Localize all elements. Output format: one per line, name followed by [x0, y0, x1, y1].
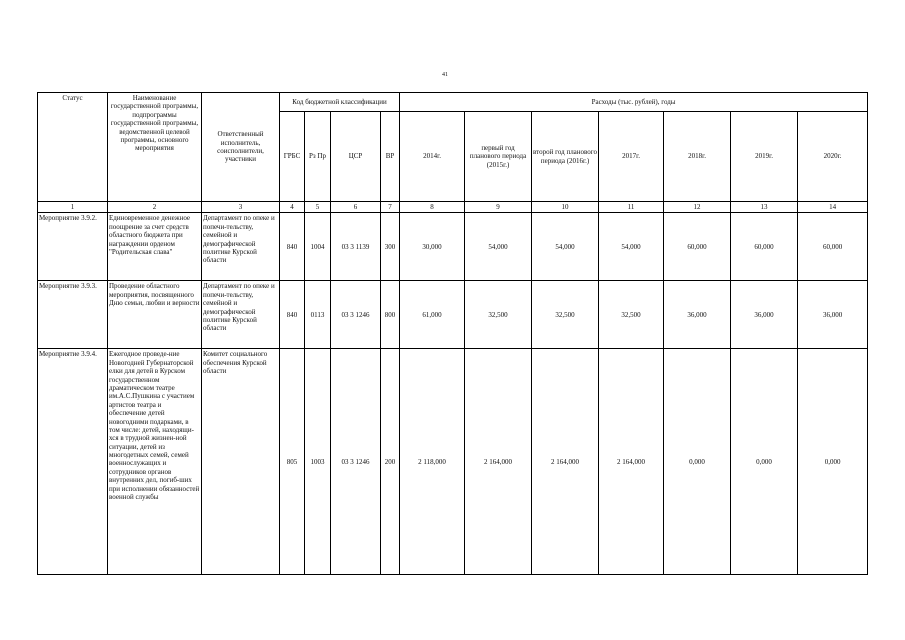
- column-number: 12: [664, 202, 731, 213]
- column-number: 7: [381, 202, 400, 213]
- row-value-2014: 30,000: [400, 213, 465, 281]
- header-year-2014: 2014г.: [400, 112, 465, 202]
- column-number: 5: [305, 202, 331, 213]
- header-row-1: [38, 93, 868, 112]
- page-number: 41: [442, 72, 448, 78]
- row-value-2016: 54,000: [532, 213, 599, 281]
- row-grbs: 840: [280, 213, 305, 281]
- column-number: 14: [798, 202, 868, 213]
- header-budget-code: Код бюджетной классификации: [280, 93, 400, 112]
- header-year-2017: 2017г.: [599, 112, 664, 202]
- row-rzpr: 0113: [305, 281, 331, 349]
- column-number: 8: [400, 202, 465, 213]
- row-value-2015: 2 164,000: [465, 349, 532, 575]
- row-vr: 800: [381, 281, 400, 349]
- table-row: [38, 281, 868, 349]
- table-row: [38, 349, 868, 575]
- row-responsible: Комитет социального обеспечения Курской области: [202, 349, 280, 575]
- row-value-2014: 61,000: [400, 281, 465, 349]
- column-number: 9: [465, 202, 532, 213]
- row-csr: 03 3 1246: [331, 349, 381, 575]
- row-grbs: 805: [280, 349, 305, 575]
- row-value-2020: 36,000: [798, 281, 868, 349]
- row-name: Единовременное денежное поощрение за счет средств областного бюджета при награждении орденом "Родительская слава": [108, 213, 202, 281]
- header-responsible: Ответственный исполнитель, соисполнители, участники: [202, 93, 280, 202]
- column-number: 3: [202, 202, 280, 213]
- row-value-2019: 60,000: [731, 213, 798, 281]
- row-vr: 200: [381, 349, 400, 575]
- row-responsible: Департамент по опеке и попечи-тельству, семейной и демографической политике Курской области: [202, 281, 280, 349]
- header-year-2018: 2018г.: [664, 112, 731, 202]
- column-number: 1: [38, 202, 108, 213]
- row-value-2020: 60,000: [798, 213, 868, 281]
- header-year-2020: 2020г.: [798, 112, 868, 202]
- header-year-2019: 2019г.: [731, 112, 798, 202]
- header-year-2016: второй год планового периода (2016г.): [532, 112, 599, 202]
- column-number: 4: [280, 202, 305, 213]
- row-rzpr: 1004: [305, 213, 331, 281]
- header-csr: ЦСР: [331, 112, 381, 202]
- row-grbs: 840: [280, 281, 305, 349]
- column-number: 6: [331, 202, 381, 213]
- row-vr: 300: [381, 213, 400, 281]
- row-value-2018: 60,000: [664, 213, 731, 281]
- row-value-2019: 36,000: [731, 281, 798, 349]
- row-value-2014: 2 118,000: [400, 349, 465, 575]
- header-year-2015: первый год планового периода (2015г.): [465, 112, 532, 202]
- row-name: Проведение областного мероприятия, посвященного Дню семьи, любви и верности: [108, 281, 202, 349]
- column-number-row: [38, 202, 868, 213]
- row-value-2018: 0,000: [664, 349, 731, 575]
- row-rzpr: 1003: [305, 349, 331, 575]
- header-name: Наименование государственной программы, подпрограммы государственной программы, ведомственной целевой программы, основного мероприятия: [108, 93, 202, 202]
- row-value-2016: 2 164,000: [532, 349, 599, 575]
- row-status: Мероприятие 3.9.2.: [38, 213, 108, 281]
- row-value-2015: 54,000: [465, 213, 532, 281]
- row-csr: 03 3 1246: [331, 281, 381, 349]
- column-number: 10: [532, 202, 599, 213]
- table-row: [38, 213, 868, 281]
- header-vr: ВР: [381, 112, 400, 202]
- row-csr: 03 3 1139: [331, 213, 381, 281]
- column-number: 13: [731, 202, 798, 213]
- budget-table: [37, 92, 868, 575]
- row-value-2017: 32,500: [599, 281, 664, 349]
- row-status: Мероприятие 3.9.4.: [38, 349, 108, 575]
- row-name: Ежегодное проведе-ние Новогодней Губернаторской елки для детей в Курском государственном драматическом театре им.А.С.Пушкина с участием артистов театра и обеспечение детей новогодними подарками, в том числе: детей, находящи-хся в трудной жизнен-ной ситуации, детей из многодетных семей, семей военнослужащих и сотрудников органов внутренних дел, погиб-ших при исполнении обязанностей военной службы: [108, 349, 202, 575]
- header-rzpr: Рз Пр: [305, 112, 331, 202]
- row-status: Мероприятие 3.9.3.: [38, 281, 108, 349]
- row-value-2017: 54,000: [599, 213, 664, 281]
- row-value-2017: 2 164,000: [599, 349, 664, 575]
- header-grbs: ГРБС: [280, 112, 305, 202]
- column-number: 11: [599, 202, 664, 213]
- row-value-2018: 36,000: [664, 281, 731, 349]
- row-value-2020: 0,000: [798, 349, 868, 575]
- row-value-2015: 32,500: [465, 281, 532, 349]
- header-expenses: Расходы (тыс. рублей), годы: [400, 93, 868, 112]
- column-number: 2: [108, 202, 202, 213]
- row-value-2019: 0,000: [731, 349, 798, 575]
- header-status: Статус: [38, 93, 108, 202]
- row-responsible: Департамент по опеке и попечи-тельству, семейной и демографической политике Курской области: [202, 213, 280, 281]
- row-value-2016: 32,500: [532, 281, 599, 349]
